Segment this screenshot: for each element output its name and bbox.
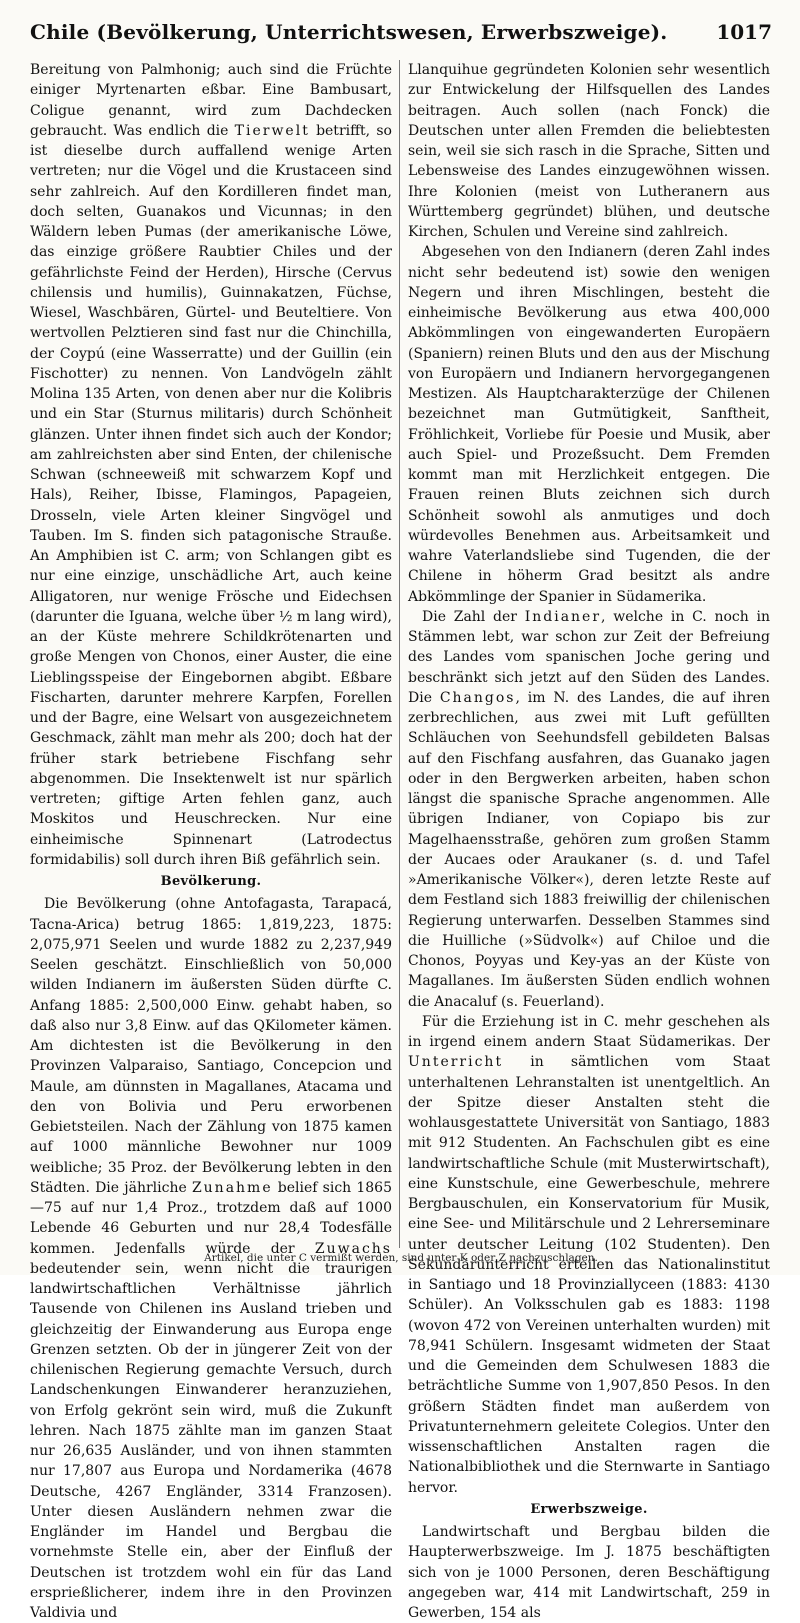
text-run: in sämtlichen vom Staat unterhaltenen Lehranstalten ist unentgeltlich. An der Spitze dieser Anstalten steht die wohlausgestattete Universität von Santiago, 1883 mit 912 Studenten. An Fachschulen gibt es eine landwirtschaftliche Schule (mit Musterwirtschaft), eine Kunstschule, eine Gewerbeschule, mehrere Bergbauschulen, ein Konservatorium für Musik, eine See- und Militärschule und 2 Lehrerseminare unter deutscher Leitung (102 Studenten). Den Sekundärunterricht erteilen das Nationalinstitut in Santiago und 18 Provinziallyceen (1883: 4130 Schüler). An Volksschulen gab es 1883: 1198 (wovon 472 von Vereinen unterhalten wurden) mit 78,941 Schülern. Insgesamt widmeten der Staat und die Gemeinden dem Schulwesen 1883 die beträchtliche Summe von 1,907,850 Pesos. In den größern Städten findet man außerdem von Privatunternehmern geleitete Colegios. Unter den wissenschaftlichen Anstalten ragen die Nationalbibliothek und die Sternwarte in Santiago hervor. (408, 1054, 770, 1496)
running-head (30, 18, 772, 48)
text-run: belief sich 1865—75 auf nur 1,4 Proz., trotzdem daß auf 1000 Lebende 46 Geburten und nur 28,4 Todesfälle kommen. Jedenfalls würde der (30, 1179, 392, 1257)
spaced-term-unterricht: Unterricht (408, 1054, 504, 1071)
text-run: , welche in C. noch in Stämmen lebt, war schon zur Zeit der Befreiung des Landes vom spanischen Joche gering und beschränkt sich jetzt auf den Süden des Landes. Die (408, 608, 770, 706)
spaced-term-changos: Changos (439, 689, 516, 706)
page-number: 1017 (716, 20, 772, 44)
spaced-term-zunahme: Zunahme (191, 1179, 273, 1196)
text-run: Die Zahl der (422, 608, 525, 625)
page-title: Chile (Bevölkerung, Unterrichtswesen, Erwerbszweige). (30, 20, 668, 44)
text-run: betrifft, so ist dieselbe durch auffallend wenige Arten vertreten; nur die Vögel und die Krustaceen sind sehr zahlreich. Auf den Kordilleren findet man, doch selten, Guanakos und Vicunnas; in den Wäldern leben Pumas (der amerikanische Löwe, das einzige größere Raubtier Chiles und der gefährlichste Feind der Herden), Hirsche (Cervus chilensis und humilis), Guinnakatzen, Füchse, Wiesel, Waschbären, Gürtel- und Beuteltiere. Von wertvollen Pelztieren sind fast nur die Chinchilla, der Coypú (eine Wasserratte) und der Guillin (ein Fischotter) zu nennen. Von Landvögeln zählt Molina 135 Arten, von denen aber nur die Kolibris und ein Star (Sturnus militaris) durch Schönheit glänzen. Unter ihnen findet sich auch der Kondor; am zahlreichsten aber sind Enten, der chilenische Schwan (schneeweiß mit schwarzem Kopf und Hals), Reiher, Ibisse, Flamingos, Papageien, Drosseln, viele Arten kleiner Singvögel und Tauben. Im S. finden sich patagonische Strauße. An Amphibien ist C. arm; von Schlangen gibt es nur eine einzige, unschädliche Art, auch keine Alligatoren, nur wenige Frösche und Eidechsen (darunter die Iguana, welche über ½ m lang wird), an der Küste mehrere Schildkrötenarten und große Mengen von Chonos, einer Auster, die eine Lieblingsspeise der Eingebornen abgibt. Eßbare Fischarten, darunter mehrere Karpfen, Forellen und der Bagre, eine Welsart von ausgezeichnetem Geschmack, zählt man mehr als 200; doch hat der früher stark betriebene Fischfang sehr abgenommen. Die Insektenwelt ist nur spärlich vertreten; giftige Arten fehlen ganz, auch Moskitos und Heuschrecken. Nur eine einheimische Spinnenart (Latrodectus formidabilis) soll durch ihren Biß gefährlich sein. (30, 122, 392, 868)
native-population-paragraph: Abgesehen von den Indianern (deren Zahl indes nicht sehr bedeutend ist) sowie den wenigen Negern und ihren Mischlingen, besteht die einheimische Bevölkerung aus etwa 400,000 Abkömmlingen von eingewanderten Europäern (Spaniern) reinen Bluts und den aus der Mischung von Europäern und Indianern hervorgegangenen Mestizen. Als Hauptcharakterzüge der Chilenen bezeichnet man Gutmütigkeit, Sanftheit, Fröhlichkeit, Vorliebe für Poesie und Musik, aber auch Spiel- und Prozeßsucht. Dem Fremden kommt man mit Herzlichkeit entgegen. Die Frauen reinen Bluts zeichnen sich durch Schönheit sowohl als anmutiges und doch würdevolles Benehmen aus. Arbeitsamkeit und wahre Vaterlandsliebe sind Tugenden, die der Chilene in höherm Grad besitzt als andre Abkömmlinge der Spanier in Südamerika. (408, 244, 770, 605)
spaced-term-zuwachs: Zuwachs (314, 1240, 392, 1257)
section-heading-erwerbszweige: Erwerbszweige. (530, 1501, 648, 1517)
indians-paragraph (408, 607, 770, 1012)
text-run: Für die Erziehung ist in C. mehr geschehen als in irgend einem andern Staat Südamerikas. Der (408, 1013, 770, 1050)
spaced-term-indianer: Indianer (524, 608, 602, 625)
column-divider (399, 60, 400, 1248)
occupations-paragraph: Landwirtschaft und Bergbau bilden die Haupterwerbszweige. Im J. 1875 beschäftigten sich von je 1000 Personen, deren Beschäftigung angegeben war, 414 mit Landwirtschaft, 259 in Gewerben, 154 als (408, 1524, 770, 1621)
footnote: Artikel, die unter C vermißt werden, sind unter K oder Z nachzuschlagen. (204, 1252, 598, 1264)
colonies-paragraph: Llanquihue gegründeten Kolonien sehr wesentlich zur Entwickelung der Hilfsquellen des Landes beitragen. Auch sollen (nach Fonck) die Deutschen unter allen Fremden die beliebtesten sein, weil sie sich rasch in die Sprache, Sitten und Lebensweise des Landes einzugewöhnen wissen. Ihre Kolonien (meist von Lutheranern aus Württemberg gegründet) blühen, und deutsche Kirchen, Schulen und Vereine sind zahlreich. (408, 62, 770, 240)
right-column (408, 60, 770, 1621)
fauna-paragraph (30, 60, 392, 870)
text-run: Die Bevölkerung (ohne Antofagasta, Tarapacá, Tacna-Arica) betrug 1865: 1,819,223, 1875: 2,075,971 Seelen und wurde 1882 zu 2,237,949 Seelen geschätzt. Einschließlich von 50,000 wilden Indianern im äußersten Süden dürfte C. Anfang 1885: 2,500,000 Einw. gehabt haben, so daß also nur 3,8 Einw. auf das QKilometer kämen. Am dichtesten ist die Bevölkerung in den Provinzen Valparaiso, Santiago, Concepcion und Maule, am dünnsten in Magallanes, Atacama und den von Bolivia und Peru erworbenen Gebietsteilen. Nach der Zählung von 1875 kamen auf 1000 männliche Bewohner nur 1009 weibliche; 35 Proz. der Bevölkerung lebten in den Städten. Die jährliche (30, 896, 392, 1196)
section-heading-bevoelkerung: Bevölkerung. (160, 874, 262, 889)
text-run: , im N. des Landes, die auf ihren zerbrechlichen, aus zwei mit Luft gefüllten Schläuchen von Seehundsfell gebildeten Balsas auf den Fischfang ausfahren, das Guanako jagen oder in den Bergwerken arbeiten, haben schon längst die spanische Sprache angenommen. Alle übrigen Indianer, von Copiapo bis zur Magelhaensstraße, gehören zum großen Stamm der Aucaes oder Araukaner (s. d. und Tafel »Amerikanische Völker«), deren letzte Reste auf dem Festland sich 1883 freiwillig der chilenischen Regierung unterwarfen. Desselben Stammes sind die Huilliche (»Südvolk«) auf Chiloe und die Chonos, Poyyas und Key-yas an der Küste von Magallanes. Im äußersten Süden endlich wohnen die Anacaluf (s. Feuerland). (408, 689, 770, 1010)
left-column (30, 60, 392, 1621)
spaced-term-tierwelt: Tierwelt (234, 122, 310, 139)
text-run: Bereitung von Palmhonig; auch sind die Früchte einiger Myrtenarten eßbar. Eine Bambusart, Coligue genannt, wird zum Dachdecken gebraucht. Was endlich die (30, 62, 392, 139)
text-run: bedeutender sein, wenn nicht die traurigen landwirtschaftlichen Verhältnisse jährlich Tausende von Chilenen ins Ausland trieben und gleichzeitig der Einwanderung aus Europa enge Grenzen setzten. Ob der in jüngerer Zeit von der chilenischen Regierung gemachte Versuch, durch Landschenkungen Einwanderer heranzuziehen, von Erfolg gekrönt sein wird, muß die Zukunft lehren. Nach 1875 zählte man im ganzen Staat nur 26,635 Ausländer, und von ihnen stammten nur 17,807 aus Europa und Nordamerika (4678 Deutsche, 4267 Engländer, 3314 Franzosen). Unter diesen Ausländern nehmen zwar die Engländer im Handel und Bergbau die vornehmste Stelle ein, aber der Einfluß der Deutschen ist trotzdem wohl ein für das Land ersprießlicherer, indem ihre in den Provinzen Valdivia und (30, 1260, 392, 1621)
